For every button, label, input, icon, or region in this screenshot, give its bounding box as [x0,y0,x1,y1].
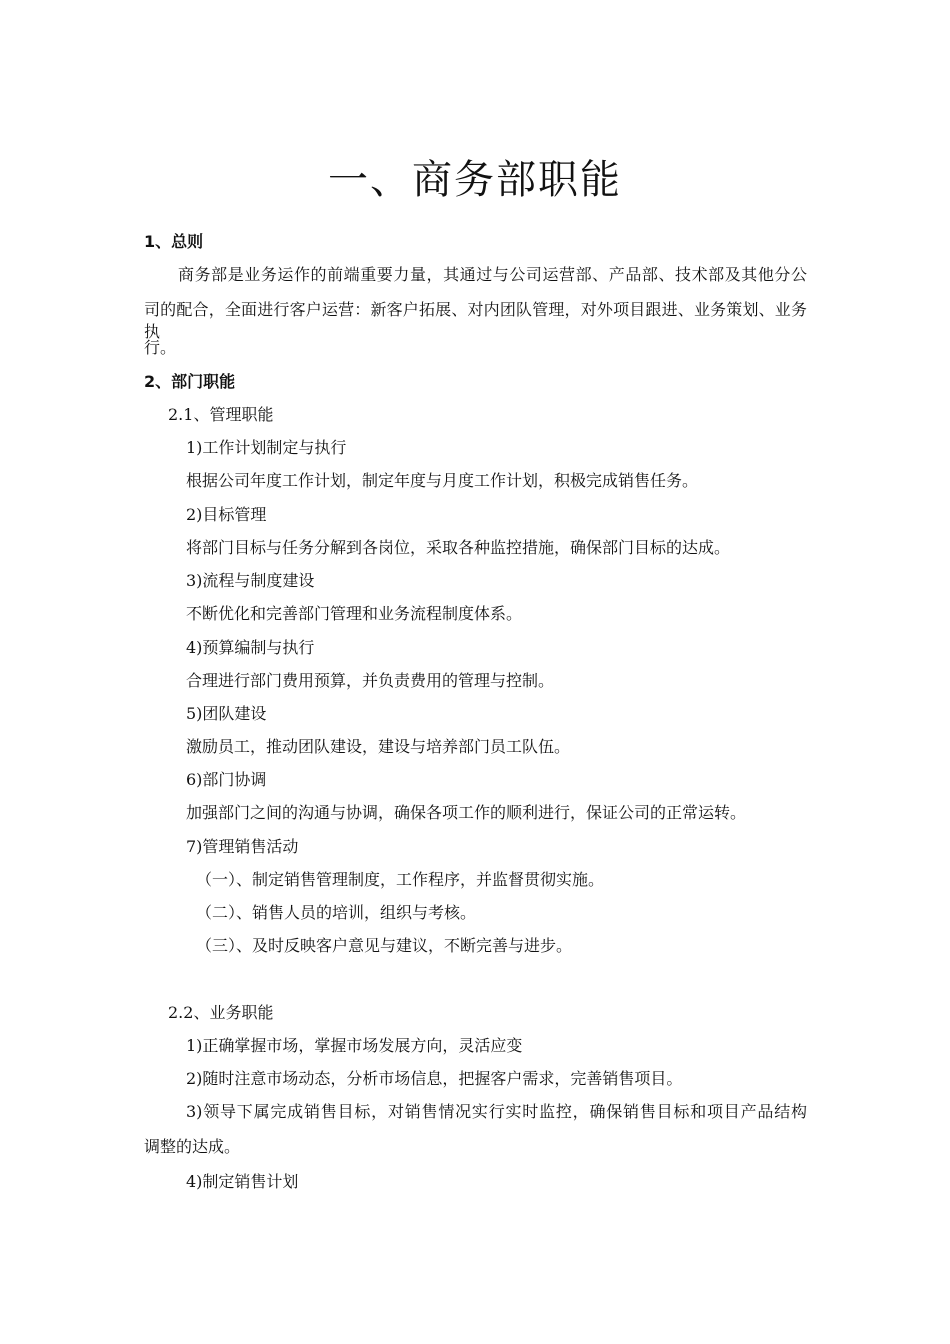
management-item-label: 4)预算编制与执行 [186,638,315,657]
business-item: 1)正确掌握市场，掌握市场发展方向，灵活应变 [186,1036,523,1055]
management-item-label: 5)团队建设 [186,704,267,723]
business-item: 4)制定销售计划 [186,1172,299,1191]
sales-activity-point: （三）、及时反映客户意见与建议，不断完善与进步。 [196,936,573,955]
subsection-heading-business: 2.2、业务职能 [168,1003,274,1022]
management-item-desc: 根据公司年度工作计划，制定年度与月度工作计划，积极完成销售任务。 [186,471,699,490]
general-paragraph-line-1: 商务部是业务运作的前端重要力量，其通过与公司运营部、产品部、技术部及其他分公 [178,265,807,284]
management-item-desc: 将部门目标与任务分解到各岗位，采取各种监控措施，确保部门目标的达成。 [186,538,731,557]
management-item-label: 6)部门协调 [186,770,267,789]
management-item-label: 1)工作计划制定与执行 [186,438,347,457]
general-paragraph-line-2: 司的配合，全面进行客户运营：新客户拓展、对内团队管理，对外项目跟进、业务策划、业务执 [144,300,807,341]
management-item-label: 3)流程与制度建设 [186,571,315,590]
business-item: 3)领导下属完成销售目标，对销售情况实行实时监控，确保销售目标和项目产品结构 [186,1102,807,1121]
management-item-label: 2)目标管理 [186,505,267,524]
document-title: 一、商务部职能 [328,157,622,203]
subsection-heading-management: 2.1、管理职能 [168,405,274,424]
section-heading-department-functions: 2、部门职能 [144,372,236,391]
management-item-desc: 不断优化和完善部门管理和业务流程制度体系。 [186,604,523,623]
management-item-label: 7)管理销售活动 [186,837,299,856]
general-paragraph-line-3: 行。 [144,338,177,357]
management-item-desc: 合理进行部门费用预算，并负责费用的管理与控制。 [186,671,555,690]
management-item-desc: 加强部门之间的沟通与协调，确保各项工作的顺利进行，保证公司的正常运转。 [186,803,747,822]
sales-activity-point: （一）、制定销售管理制度，工作程序，并监督贯彻实施。 [196,870,605,889]
sales-activity-point: （二）、销售人员的培训，组织与考核。 [196,903,477,922]
business-item-continuation: 调整的达成。 [144,1137,241,1156]
section-heading-general: 1、总则 [144,232,204,251]
management-item-desc: 激励员工，推动团队建设，建设与培养部门员工队伍。 [186,737,571,756]
business-item: 2)随时注意市场动态，分析市场信息，把握客户需求，完善销售项目。 [186,1069,683,1088]
